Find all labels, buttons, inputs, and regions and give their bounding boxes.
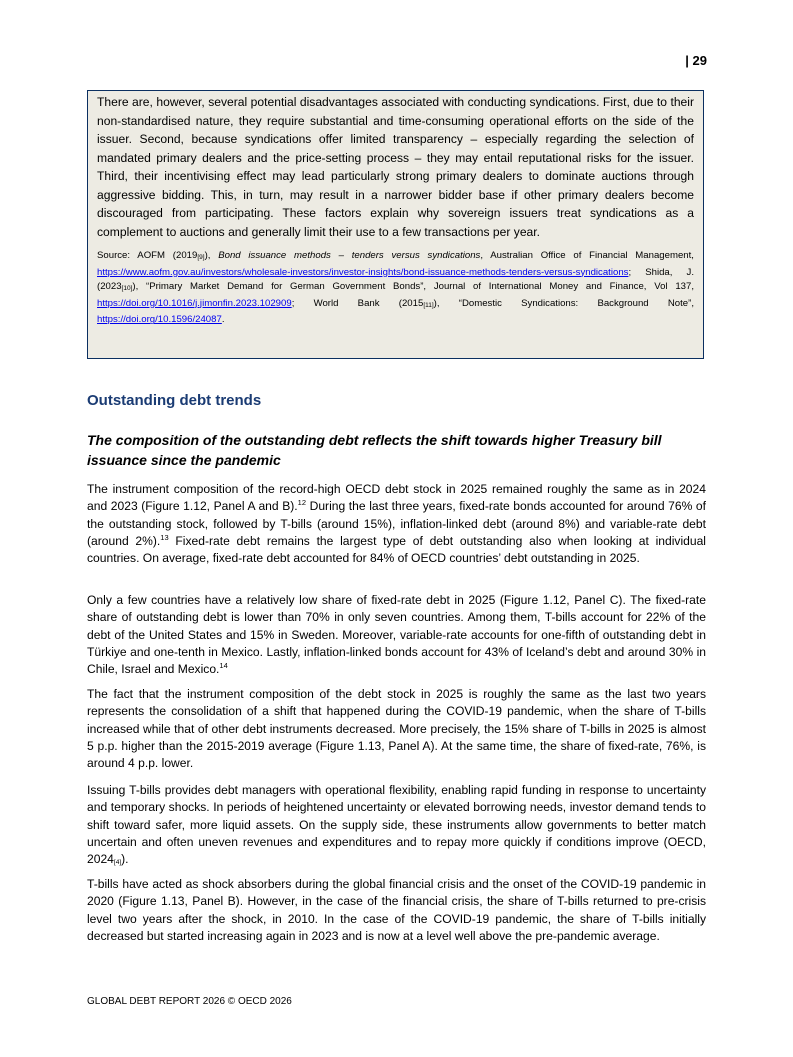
info-box bbox=[87, 90, 704, 359]
source-text: ), bbox=[204, 250, 219, 261]
footnote-marker[interactable]: 13 bbox=[160, 532, 169, 542]
paragraph-3 bbox=[87, 686, 706, 772]
box-source-note bbox=[97, 249, 694, 328]
paragraph-text: Only a few countries have a relatively low share of fixed-rate debt in 2025 (Figure 1.12, Panel C). The fixed-rate share of outstanding debt is lower than 70% in only seven countries. Among them, T-bills account for 22% of the debt of the United States and 15% in Sweden. Moreover, variable-rate accounts for one-fifth of outstanding debt in Türkiye and one-tenth in Mexico. Lastly, inflation-linked bonds account for 43% of Iceland’s debt and around 30% in Chile, Israel and Mexico. bbox=[87, 593, 706, 677]
page-footer: GLOBAL DEBT REPORT 2026 © OECD 2026 bbox=[87, 996, 292, 1007]
ref-marker[interactable]: [9] bbox=[197, 254, 205, 261]
paragraph-text: The fact that the instrument composition of the debt stock in 2025 is roughly the same as the last two years represents the consolidation of a shift that happened during the COVID-19 pandemic, when the share of T-bills increased while that of other debt instruments decreased. More precisely, the 15% share of T-bills in 2025 is almost 5 p.p. higher than the 2015-2019 average (Figure 1.13, Panel A). At the same time, the share of fixed-rate, 76%, is around 4 p.p. lower. bbox=[87, 687, 706, 771]
box-body-text: There are, however, several potential disadvantages associated with conducting syndications. First, due to their non-standardised nature, they require substantial and time-consuming operational efforts on the side of the issuer. Second, because syndications offer limited transparency – especially regarding the selection of mandated primary dealers and the price-setting process – they may entail reputational risks for the issuer. Third, their incentivising effect may lead particularly strong primary dealers to dominate auctions through aggressive bidding. This, in turn, may result in a narrower bidder base if other primary dealers become discouraged from participating. These factors explain why sovereign issuers treat syndications as a complement to auctions and generally limit their use to a few transactions per year. bbox=[97, 95, 694, 239]
paragraph-text: T-bills have acted as shock absorbers during the global financial crisis and the onset of the COVID-19 pandemic in 2020 (Figure 1.13, Panel B). However, in the case of the financial crisis, the share of T-bills returned to pre-crisis level two years after the shock, in 2010. In the case of the COVID-19 pandemic, the share of T-bills initially decreased but started increasing again in 2023 and is now at a level well above the pre-pandemic average. bbox=[87, 877, 706, 943]
source-text: , Australian Office of Financial Management, bbox=[480, 250, 694, 261]
source-text: ), “Primary Market Demand for German Government Bonds”, Journal of International Money and Finance, Vol 137, bbox=[132, 281, 694, 293]
page-number: | 29 bbox=[685, 53, 707, 68]
paragraph-5 bbox=[87, 876, 706, 945]
footnote-marker[interactable]: 14 bbox=[219, 661, 228, 671]
source-title: Bond issuance methods – tenders versus syndications bbox=[218, 250, 481, 261]
source-text: . bbox=[221, 314, 225, 326]
subsection-title: The composition of the outstanding debt reflects the shift towards higher Treasury bill issuance since the pandemic bbox=[87, 432, 662, 468]
section-title: Outstanding debt trends bbox=[87, 392, 262, 409]
ref-marker[interactable]: [4] bbox=[113, 859, 122, 867]
paragraph-text: Issuing T-bills provides debt managers with operational flexibility, enabling rapid funding in response to uncertainty and temporary shocks. In periods of heightened uncertainty or elevated borrowing needs, investor demand tends to shift toward safer, more liquid assets. On the supply side, these instruments allow governments to better match uncertain and often uneven revenues and expenditures and to repay more quickly if conditions improve (OECD, 2024 bbox=[87, 783, 706, 867]
paragraph-text: During the last three years, fixed-rate bonds accounted for around 76% of the outstanding stock, followed by T-bills (around 15%), inflation-linked debt (around 8%) and variable-rate debt (around 2%). bbox=[87, 499, 707, 548]
source-link-aofm[interactable]: https://www.aofm.gov.au/investors/wholesale-investors/investor-insights/bond-issuance-methods-tenders-versus-syndications bbox=[97, 266, 629, 278]
source-link-doi-worldbank[interactable]: https://doi.org/10.1596/24087 bbox=[97, 314, 222, 326]
source-text: ), “Domestic Syndications: Background Note”, bbox=[433, 297, 694, 309]
source-text: ; World Bank (2015 bbox=[291, 297, 424, 309]
paragraph-text: Fixed-rate debt remains the largest type of debt outstanding also when looking at individual countries. On average, fixed-rate debt accounted for 84% of OECD countries’ debt outstanding in 2025. bbox=[87, 533, 706, 566]
paragraph-text: ). bbox=[121, 852, 129, 867]
paragraph-1 bbox=[87, 481, 706, 567]
source-text: ; Shida, J. (2023 bbox=[97, 266, 694, 293]
paragraph-4 bbox=[87, 782, 706, 871]
paragraph-2 bbox=[87, 592, 706, 678]
paragraph-text: The instrument composition of the record-high OECD debt stock in 2025 remained roughly the same as in 2024 and 2023 (Figure 1.12, Panel A and B). bbox=[87, 482, 706, 514]
source-text: Source: AOFM (2019 bbox=[97, 250, 198, 261]
ref-marker[interactable]: [10] bbox=[121, 285, 133, 293]
footnote-marker[interactable]: 12 bbox=[297, 498, 307, 508]
source-link-doi-jimonfin[interactable]: https://doi.org/10.1016/j.jimonfin.2023.102909 bbox=[97, 297, 292, 309]
ref-marker[interactable]: [11] bbox=[423, 301, 434, 309]
